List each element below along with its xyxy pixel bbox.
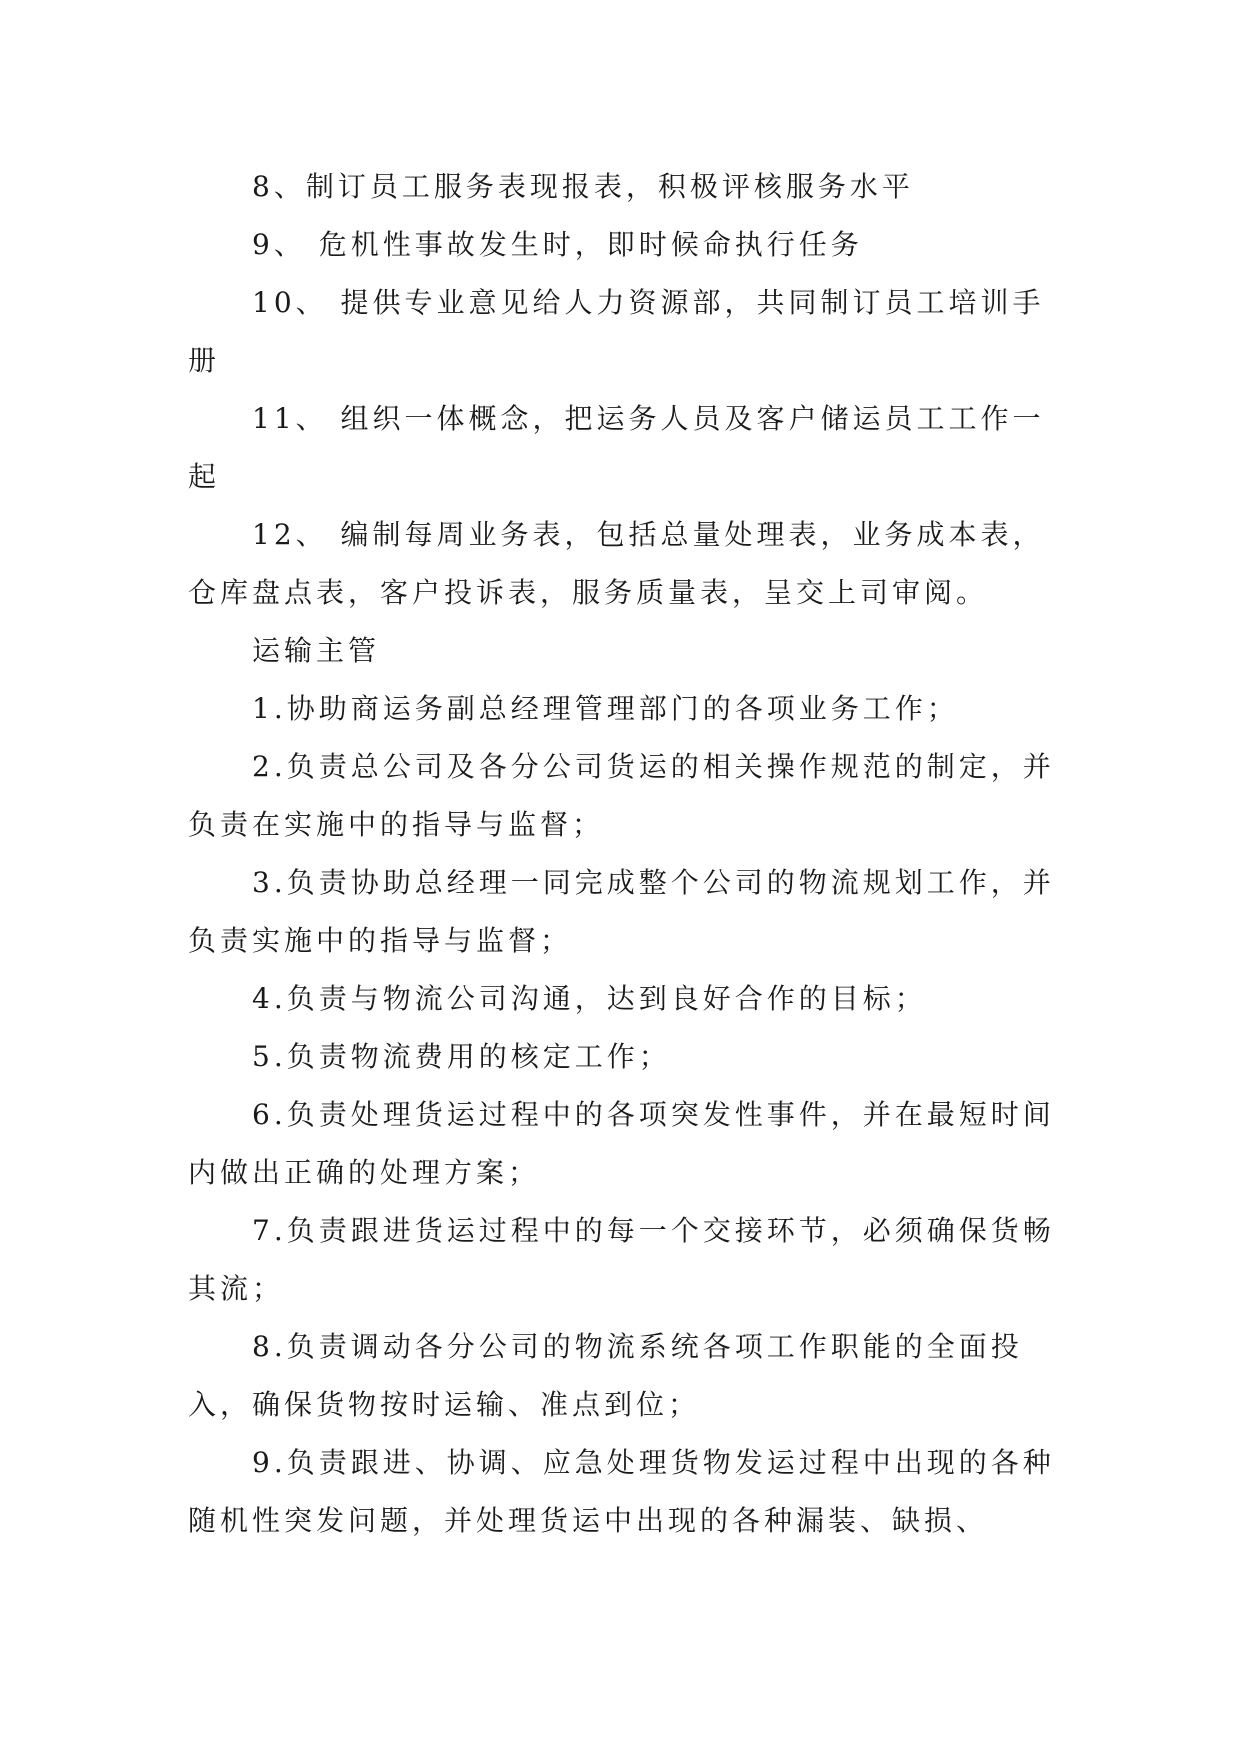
document-body [188, 158, 1064, 1550]
paragraph-10: 10、 提供专业意见给人力资源部，共同制订员工培训手册 [188, 286, 1045, 377]
duty-2: 2.负责总公司及各分公司货运的相关操作规范的制定，并负责在实施中的指导与监督； [188, 750, 1055, 841]
duty-5: 5.负责物流费用的核定工作； [252, 1040, 671, 1073]
section-title: 运输主管 [252, 634, 381, 667]
duty-9: 9.负责跟进、协调、应急处理货物发运过程中出现的各种随机性突发问题，并处理货运中出现的各种漏装、缺损、 [188, 1446, 1055, 1537]
paragraph-8: 8、制订员工服务表现报表，积极评核服务水平 [252, 170, 914, 203]
duty-8: 8.负责调动各分公司的物流系统各项工作职能的全面投入，确保货物按时运输、准点到位； [188, 1330, 1023, 1421]
paragraph-12: 12、 编制每周业务表，包括总量处理表，业务成本表，仓库盘点表，客户投诉表，服务质量表，呈交上司审阅。 [188, 518, 1045, 609]
duty-1: 1.协助商运务副总经理管理部门的各项业务工作； [252, 692, 959, 725]
duty-6: 6.负责处理货运过程中的各项突发性事件，并在最短时间内做出正确的处理方案； [188, 1098, 1055, 1189]
duty-4: 4.负责与物流公司沟通，达到良好合作的目标； [252, 982, 927, 1015]
duty-7: 7.负责跟进货运过程中的每一个交接环节，必须确保货畅其流； [188, 1214, 1055, 1305]
paragraph-11: 11、 组织一体概念，把运务人员及客户储运员工工作一起 [188, 402, 1045, 493]
duty-3: 3.负责协助总经理一同完成整个公司的物流规划工作，并负责实施中的指导与监督； [188, 866, 1055, 957]
paragraph-9: 9、 危机性事故发生时，即时候命执行任务 [252, 228, 863, 261]
